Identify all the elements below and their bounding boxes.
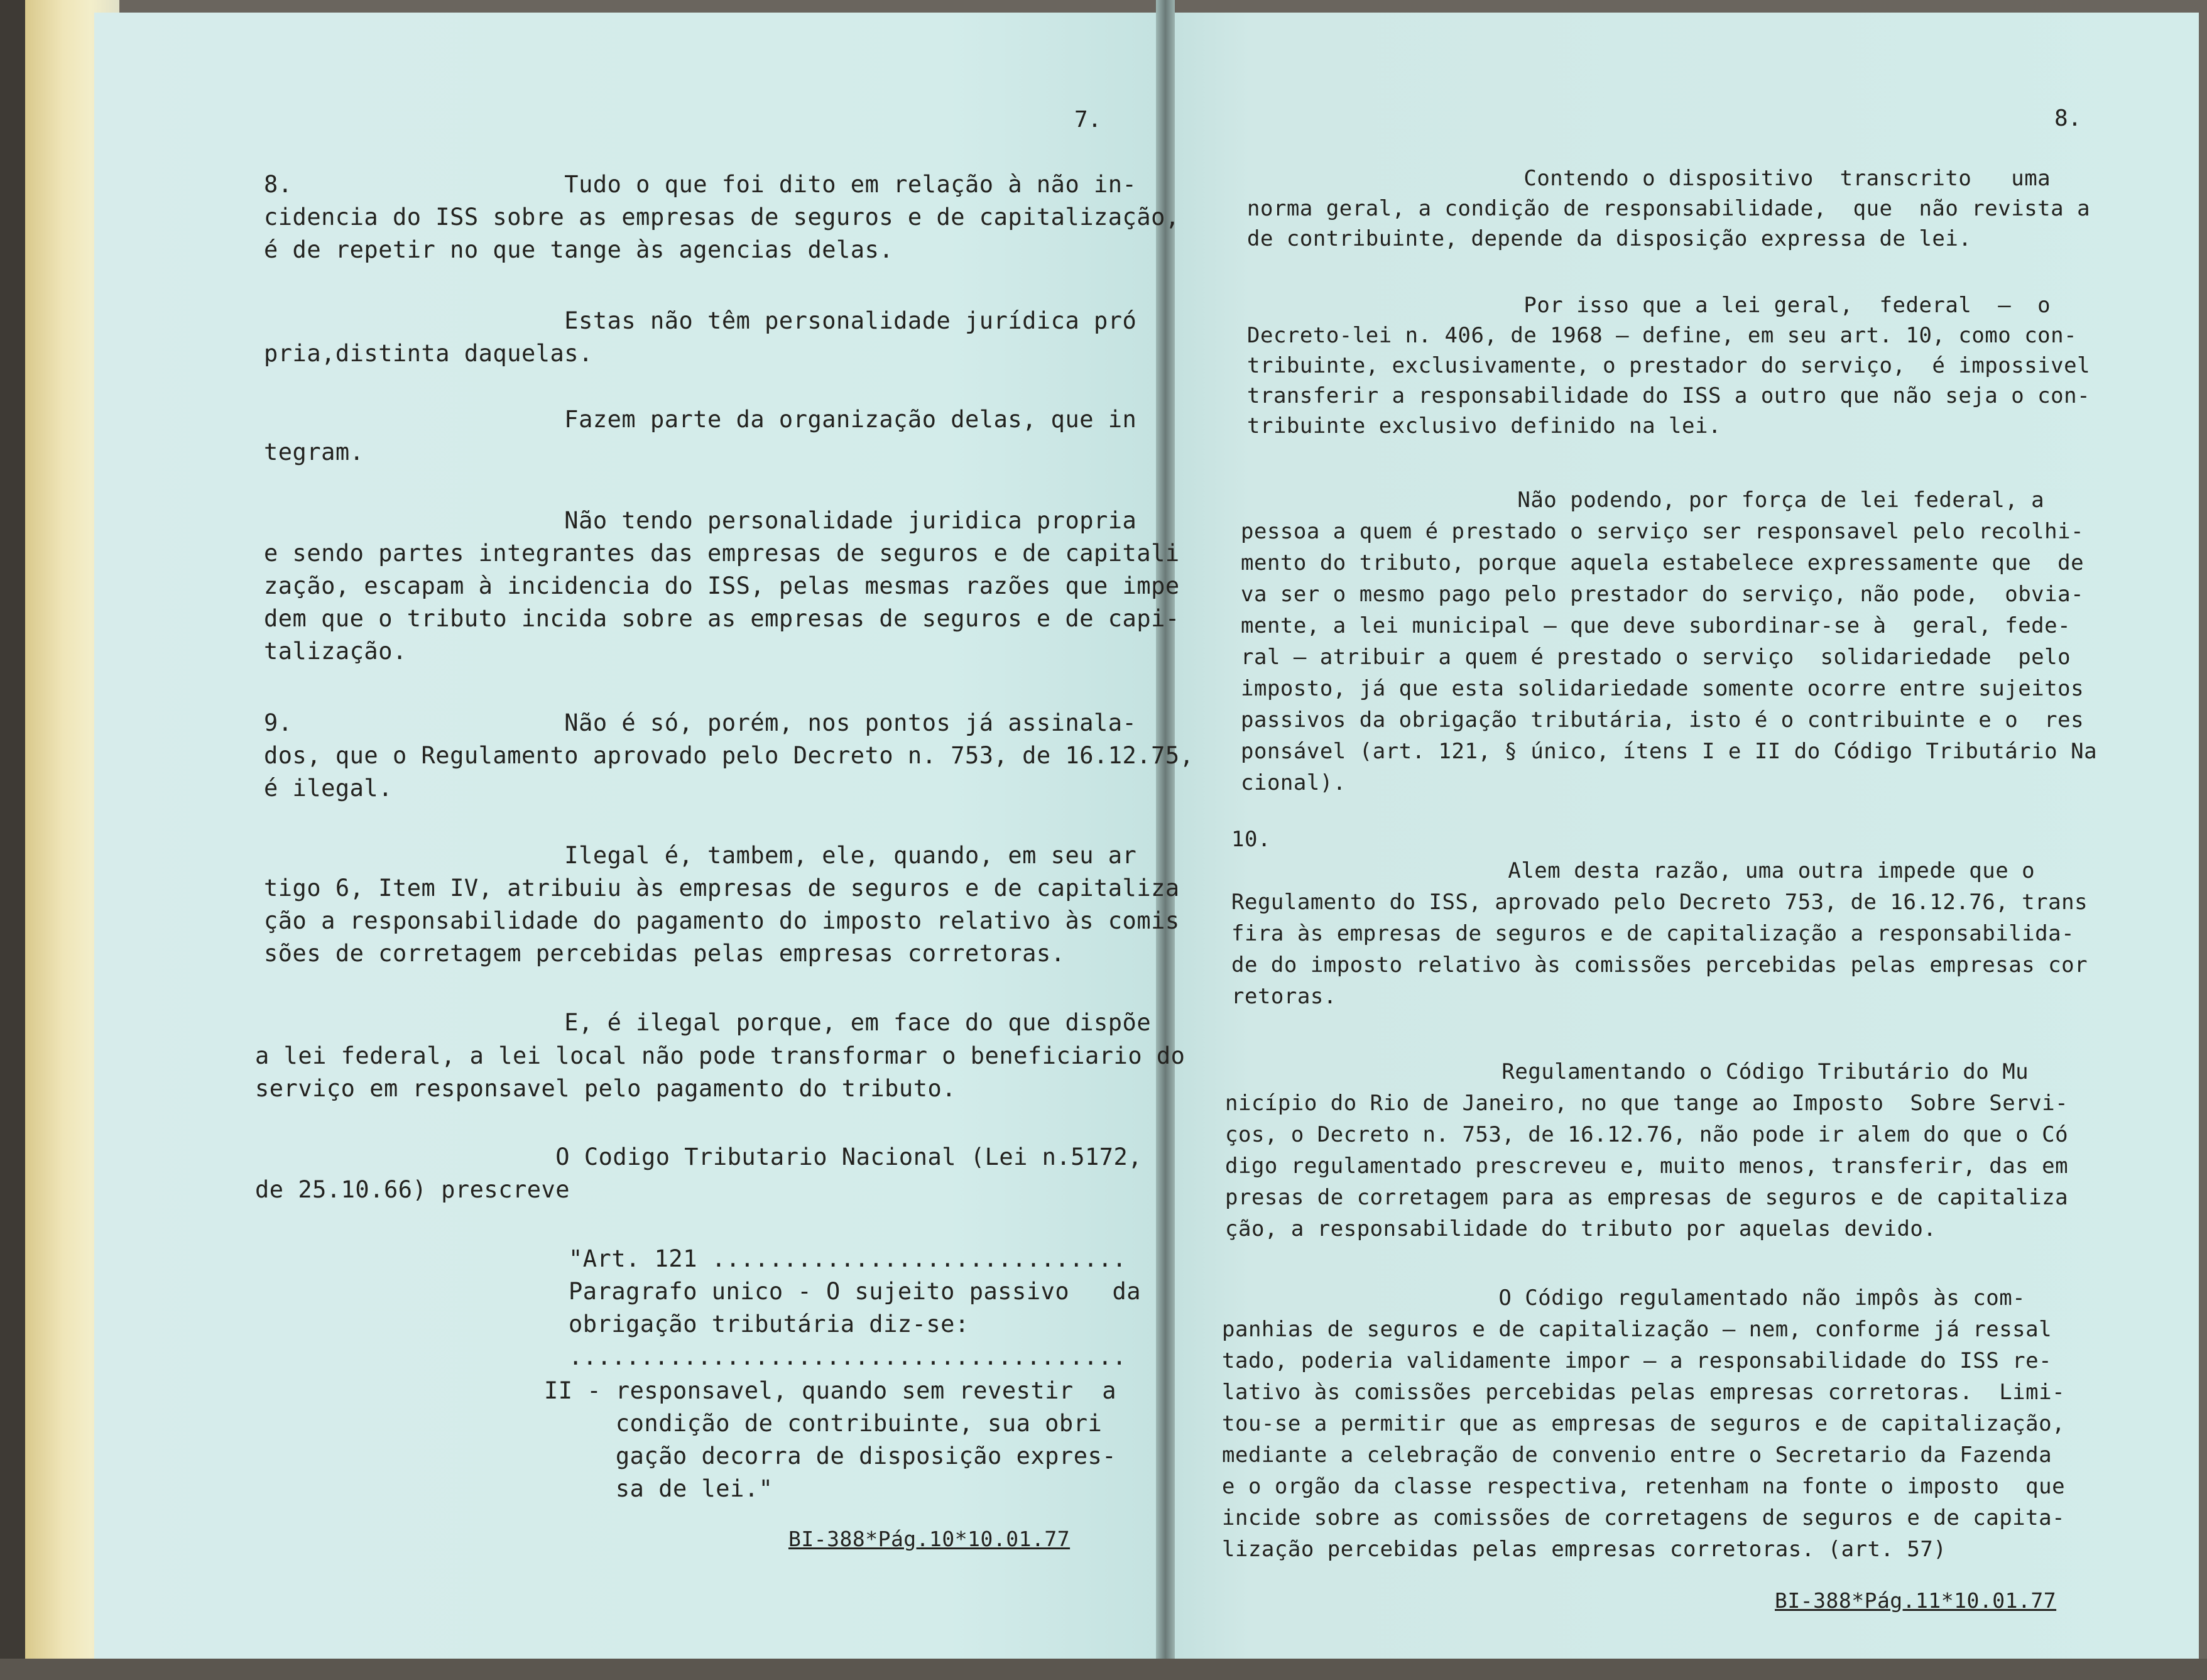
text-line: pessoa a quem é prestado o serviço ser responsavel pelo recolhi-: [1241, 519, 2084, 544]
text-line: é de repetir no que tange às agencias delas.: [264, 236, 894, 263]
text-line: dos, que o Regulamento aprovado pelo Decreto n. 753, de 16.12.75,: [264, 742, 1194, 769]
text-line: transferir a responsabilidade do ISS a outro que não seja o con-: [1247, 383, 2091, 408]
text-line: presas de corretagem para as empresas de seguros e de capitaliza: [1225, 1185, 2069, 1210]
text-line: 8. Tudo o que foi dito em relação à não in-: [264, 171, 1137, 198]
text-line: Fazem parte da organização delas, que in: [264, 406, 1137, 433]
text-line: tribuinte exclusivo definido na lei.: [1247, 413, 1721, 439]
text-line: ços, o Decreto n. 753, de 16.12.76, não pode ir alem do que o Có: [1225, 1122, 2069, 1147]
text-line: zação, escapam à incidencia do ISS, pelas mesmas razões que impe: [264, 572, 1180, 599]
text-line: mediante a celebração de convenio entre o Secretario da Fazenda: [1222, 1443, 2052, 1468]
text-line: tou-se a permitir que as empresas de seguros e de capitalização,: [1222, 1411, 2066, 1436]
text-line: Regulamentando o Código Tributário do Mu: [1225, 1059, 2029, 1084]
text-line: Ilegal é, tambem, ele, quando, em seu ar: [264, 842, 1137, 869]
text-line: pria,distinta daquelas.: [264, 340, 593, 367]
quote-line: Paragrafo unico - O sujeito passivo da: [569, 1278, 1142, 1305]
text-line: 10.: [1231, 827, 1271, 852]
text-line: e sendo partes integrantes das empresas de seguros e de capitali: [264, 540, 1180, 567]
quote-line: sa de lei.": [544, 1475, 773, 1502]
text-line: mento do tributo, porque aquela estabelece expressamente que de: [1241, 550, 2084, 575]
text-line: imposto, já que esta solidariedade somente ocorre entre sujeitos: [1241, 676, 2084, 701]
text-line: Alem desta razão, uma outra impede que o: [1231, 858, 2035, 883]
text-line: ção a responsabilidade do pagamento do imposto relativo às comis: [264, 907, 1180, 934]
page-number: 8.: [2054, 106, 2082, 131]
text-line: Regulamento do ISS, aprovado pelo Decreto 753, de 16.12.76, trans: [1231, 890, 2088, 915]
text-line: lativo às comissões percebidas pelas empresas corretoras. Limi-: [1222, 1380, 2066, 1405]
text-line: O Código regulamentado não impôs às com-: [1222, 1285, 2026, 1311]
text-line: O Codigo Tributario Nacional (Lei n.5172,: [255, 1143, 1143, 1170]
text-line: panhias de seguros e de capitalização — nem, conforme já ressal: [1222, 1317, 2052, 1342]
text-line: incide sobre as comissões de corretagens de seguros e de capita-: [1222, 1505, 2066, 1530]
text-line: de 25.10.66) prescreve: [255, 1176, 570, 1203]
text-line: E, é ilegal porque, em face do que dispõe: [264, 1009, 1152, 1036]
text-line: talização.: [264, 638, 407, 665]
quote-line: .......................................: [569, 1343, 1127, 1370]
text-line: norma geral, a condição de responsabilidade, que não revista a: [1247, 196, 2091, 221]
book-edge: [0, 0, 25, 1680]
text-line: mente, a lei municipal — que deve subordinar-se à geral, fede-: [1241, 613, 2071, 638]
text-line: tigo 6, Item IV, atribuiu às empresas de seguros e de capitaliza: [264, 875, 1180, 902]
text-line: digo regulamentado prescreveu e, muito menos, transferir, das em: [1225, 1154, 2069, 1179]
page-footer: BI-388*Pág.11*10.01.77: [1775, 1588, 2057, 1613]
text-line: e o orgão da classe respectiva, retenham na fonte o imposto que: [1222, 1474, 2066, 1499]
text-line: tado, poderia validamente impor — a responsabilidade do ISS re-: [1222, 1348, 2052, 1373]
text-line: Contendo o dispositivo transcrito uma: [1247, 166, 2051, 191]
quote-line: "Art. 121 .............................: [569, 1245, 1127, 1272]
page-footer: BI-388*Pág.10*10.01.77: [788, 1527, 1071, 1551]
text-line: de contribuinte, depende da disposição expressa de lei.: [1247, 226, 1972, 251]
text-line: ção, a responsabilidade do tributo por aquelas devido.: [1225, 1216, 1937, 1241]
text-line: Não podendo, por força de lei federal, a: [1241, 488, 2045, 513]
text-line: nicípio do Rio de Janeiro, no que tange ao Imposto Sobre Servi-: [1225, 1091, 2069, 1116]
text-line: Estas não têm personalidade jurídica pró: [264, 307, 1137, 334]
quote-line: obrigação tributária diz-se:: [569, 1311, 969, 1338]
text-line: passivos da obrigação tributária, isto é o contribuinte e o res: [1241, 707, 2084, 733]
text-line: 9. Não é só, porém, nos pontos já assinala-: [264, 709, 1137, 736]
page-number: 7.: [1074, 107, 1102, 133]
text-line: fira às empresas de seguros e de capitalização a responsabilida-: [1231, 921, 2075, 946]
quote-line: II - responsavel, quando sem revestir a: [544, 1377, 1117, 1404]
text-line: cidencia do ISS sobre as empresas de seguros e de capitalização,: [264, 204, 1180, 231]
text-line: tegram.: [264, 439, 364, 466]
text-line: ponsável (art. 121, § único, ítens I e II do Código Tributário Na: [1241, 739, 2098, 764]
text-line: retoras.: [1231, 984, 1337, 1009]
quote-line: gação decorra de disposição expres-: [544, 1443, 1117, 1470]
text-line: Decreto-lei n. 406, de 1968 — define, em seu art. 10, como con-: [1247, 323, 2078, 348]
text-line: Não tendo personalidade juridica propria: [264, 507, 1137, 534]
text-line: cional).: [1241, 770, 1346, 795]
text-line: va ser o mesmo pago pelo prestador do serviço, não pode, obvia-: [1241, 582, 2084, 607]
quote-line: condição de contribuinte, sua obri: [544, 1410, 1103, 1437]
text-line: serviço em responsavel pelo pagamento do tributo.: [255, 1075, 957, 1102]
text-line: sões de corretagem percebidas pelas empresas corretoras.: [264, 940, 1065, 967]
scan-bottom-edge: [0, 1659, 2207, 1680]
text-line: lização percebidas pelas empresas corretoras. (art. 57): [1222, 1537, 1947, 1562]
text-line: ral — atribuir a quem é prestado o serviço solidariedade pelo: [1241, 645, 2071, 670]
text-line: é ilegal.: [264, 775, 393, 802]
text-line: dem que o tributo incida sobre as empresas de seguros e de capi-: [264, 605, 1180, 632]
text-line: tribuinte, exclusivamente, o prestador do serviço, é impossivel: [1247, 353, 2091, 378]
book-gutter: [1156, 0, 1175, 1680]
text-line: Por isso que a lei geral, federal — o: [1247, 293, 2051, 318]
text-line: de do imposto relativo às comissões percebidas pelas empresas cor: [1231, 952, 2088, 978]
text-line: a lei federal, a lei local não pode transformar o beneficiario do: [255, 1042, 1185, 1069]
